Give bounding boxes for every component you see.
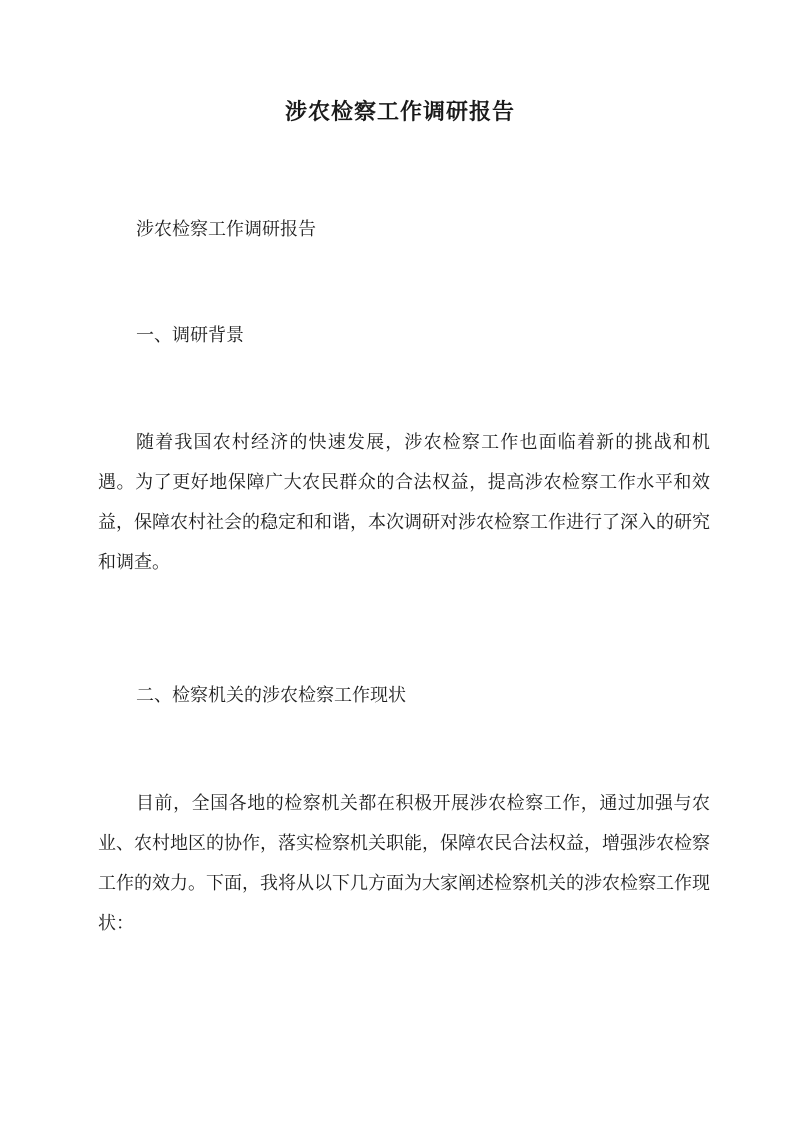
paragraph-status: 目前，全国各地的检察机关都在积极开展涉农检察工作，通过加强与农业、农村地区的协作，落实检察机关职能，保障农民合法权益，增强涉农检察工作的效力。下面，我将从以下几方面为大家阐述检察机关的涉农检察工作现状： (98, 793, 710, 934)
section-heading-background: 一、调研背景 (136, 325, 244, 346)
document-title: 涉农检察工作调研报告 (284, 99, 515, 125)
paragraph-background: 随着我国农村经济的快速发展，涉农检察工作也面临着新的挑战和机遇。为了更好地保障广大农民群众的合法权益，提高涉农检察工作水平和效益，保障农村社会的稳定和和谐，本次调研对涉农检察工作进行了深入的研究和调查。 (98, 432, 710, 573)
document-subtitle: 涉农检察工作调研报告 (136, 219, 316, 240)
section-heading-status: 二、检察机关的涉农检察工作现状 (136, 685, 406, 706)
